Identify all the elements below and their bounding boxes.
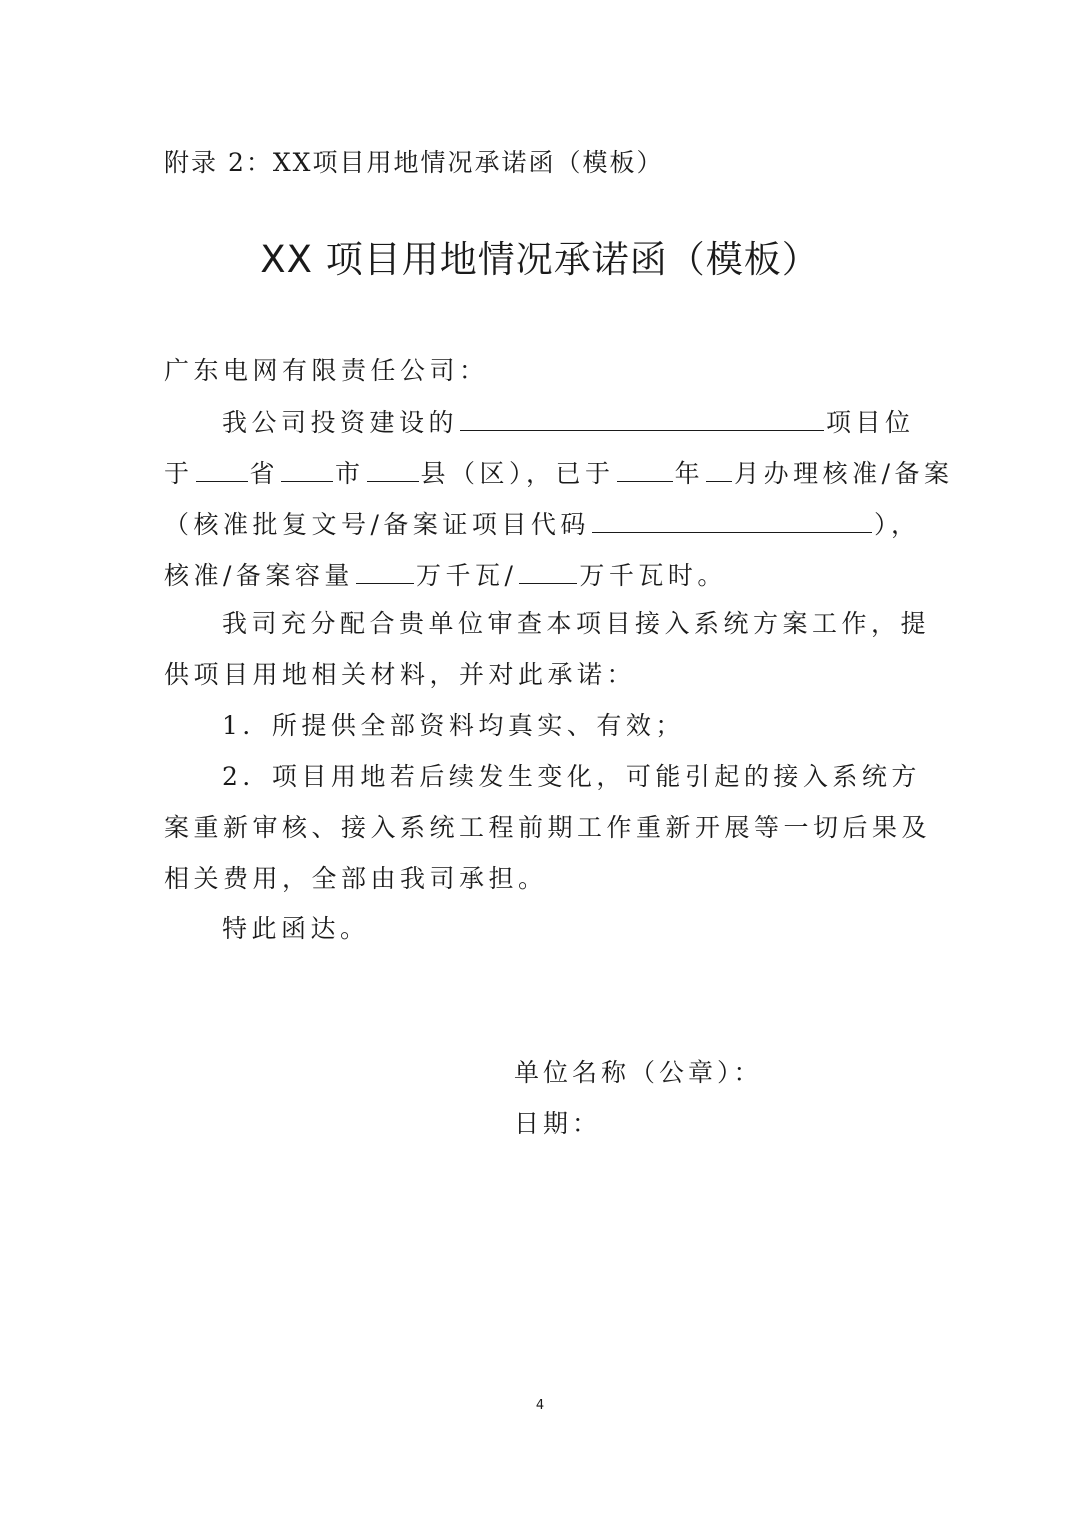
salutation: 广东电网有限责任公司：: [164, 356, 489, 385]
page-number: 4: [535, 1398, 545, 1413]
p1-text: 省: [249, 459, 280, 488]
appendix-label: 附录 2：XX项目用地情况承诺函（模板）: [164, 148, 664, 177]
p1-text: 我公司投资建设的: [222, 408, 459, 437]
p1-text: ），: [873, 510, 921, 539]
closing-line: 特此函达。: [222, 914, 370, 943]
county-blank: [367, 455, 419, 482]
city-blank: [281, 455, 333, 482]
paragraph-1-line-2: [164, 455, 954, 491]
signature-date-label: 日期：: [514, 1109, 602, 1138]
p1-text: 于: [164, 459, 194, 488]
p1-text: 年: [674, 459, 705, 488]
capacity-kwh-blank: [519, 557, 577, 584]
month-blank: [706, 455, 732, 482]
document-title: XX 项目用地情况承诺函（模板）: [260, 238, 820, 281]
p1-text: 核准/备案容量: [164, 561, 354, 590]
province-blank: [196, 455, 248, 482]
p1-text: （核准批复文号/备案证项目代码: [164, 510, 590, 539]
paragraph-1-line-1: [222, 404, 915, 440]
p1-text: 县（区），已于: [420, 459, 615, 488]
commitment-item-2-line-3: 相关费用，全部由我司承担。: [164, 864, 548, 893]
commitment-item-1: 1．所提供全部资料均真实、有效；: [222, 711, 685, 740]
p1-text: 市: [335, 459, 365, 488]
paragraph-2-line-2: 供项目用地相关材料，并对此承诺：: [164, 660, 637, 689]
p1-text: 项目位: [826, 408, 915, 437]
capacity-kw-blank: [356, 557, 414, 584]
year-blank: [617, 455, 673, 482]
p1-text: 月办理核准/备案: [734, 459, 954, 488]
project-name-blank: [460, 404, 824, 431]
p1-text: 万千瓦/: [415, 561, 518, 590]
signature-unit-label: 单位名称（公章）：: [514, 1058, 763, 1087]
approval-code-blank: [592, 506, 872, 533]
paragraph-1-line-3: [164, 506, 920, 542]
paragraph-1-line-4: [164, 557, 727, 593]
paragraph-2-line-1: 我司充分配合贵单位审查本项目接入系统方案工作，提: [222, 609, 931, 638]
p1-text: 万千瓦时。: [579, 561, 727, 590]
commitment-item-2-line-2: 案重新审核、接入系统工程前期工作重新开展等一切后果及: [164, 813, 932, 842]
commitment-item-2-line-1: 2．项目用地若后续发生变化，可能引起的接入系统方: [222, 762, 921, 791]
